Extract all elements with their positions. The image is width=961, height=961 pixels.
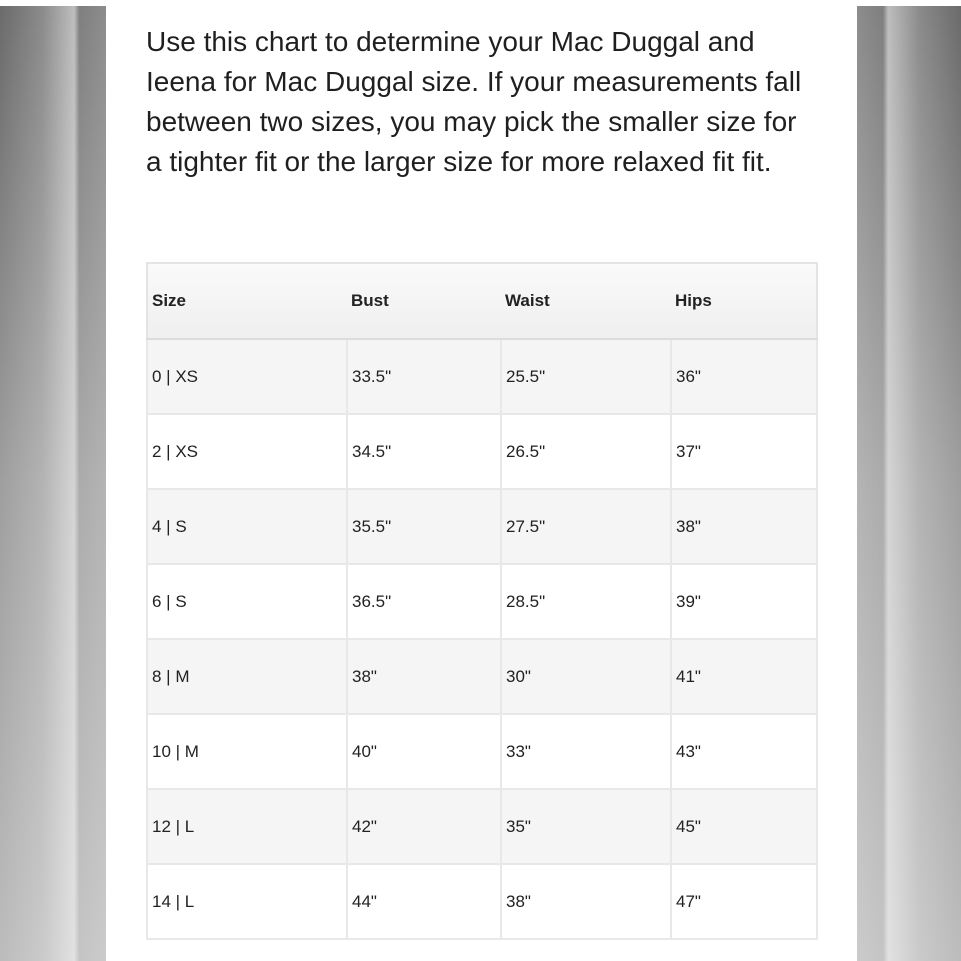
hips-cell: 39"	[671, 564, 817, 639]
waist-cell: 27.5"	[501, 489, 671, 564]
hips-cell: 41"	[671, 639, 817, 714]
table-row	[147, 414, 817, 489]
right-background-panel	[857, 0, 961, 961]
size-cell: 6 | S	[147, 564, 347, 639]
size-cell: 4 | S	[147, 489, 347, 564]
waist-cell: 26.5"	[501, 414, 671, 489]
table-row	[147, 564, 817, 639]
size-cell: 2 | XS	[147, 414, 347, 489]
bust-cell: 36.5"	[347, 564, 501, 639]
bust-cell: 34.5"	[347, 414, 501, 489]
intro-text: Use this chart to determine your Mac Duggal and Ieena for Mac Duggal size. If your measurements fall between two sizes, you may pick the smaller size for a tighter fit or the larger size for more relaxed fit fit.	[146, 26, 802, 177]
bust-cell: 44"	[347, 864, 501, 939]
hips-cell: 38"	[671, 489, 817, 564]
header-waist: Waist	[501, 263, 671, 339]
size-chart-table	[146, 262, 818, 940]
size-chart-page	[106, 6, 857, 961]
table-header	[147, 263, 817, 339]
top-border	[0, 0, 961, 6]
waist-cell: 38"	[501, 864, 671, 939]
hips-cell: 36"	[671, 339, 817, 414]
header-size: Size	[147, 263, 347, 339]
table-row	[147, 339, 817, 414]
hips-cell: 45"	[671, 789, 817, 864]
table-body	[147, 339, 817, 939]
size-cell: 14 | L	[147, 864, 347, 939]
table-row	[147, 714, 817, 789]
header-bust: Bust	[347, 263, 501, 339]
left-background-panel	[0, 0, 106, 961]
waist-cell: 30"	[501, 639, 671, 714]
bust-cell: 35.5"	[347, 489, 501, 564]
waist-cell: 28.5"	[501, 564, 671, 639]
waist-cell: 25.5"	[501, 339, 671, 414]
bust-cell: 42"	[347, 789, 501, 864]
waist-cell: 33"	[501, 714, 671, 789]
hips-cell: 43"	[671, 714, 817, 789]
table-row	[147, 864, 817, 939]
size-cell: 8 | M	[147, 639, 347, 714]
table-row	[147, 489, 817, 564]
size-cell: 0 | XS	[147, 339, 347, 414]
size-cell: 12 | L	[147, 789, 347, 864]
hips-cell: 37"	[671, 414, 817, 489]
table-header-row	[147, 263, 817, 339]
bust-cell: 38"	[347, 639, 501, 714]
header-hips: Hips	[671, 263, 817, 339]
table-row	[147, 639, 817, 714]
table-row	[147, 789, 817, 864]
bust-cell: 40"	[347, 714, 501, 789]
size-cell: 10 | M	[147, 714, 347, 789]
waist-cell: 35"	[501, 789, 671, 864]
bust-cell: 33.5"	[347, 339, 501, 414]
hips-cell: 47"	[671, 864, 817, 939]
